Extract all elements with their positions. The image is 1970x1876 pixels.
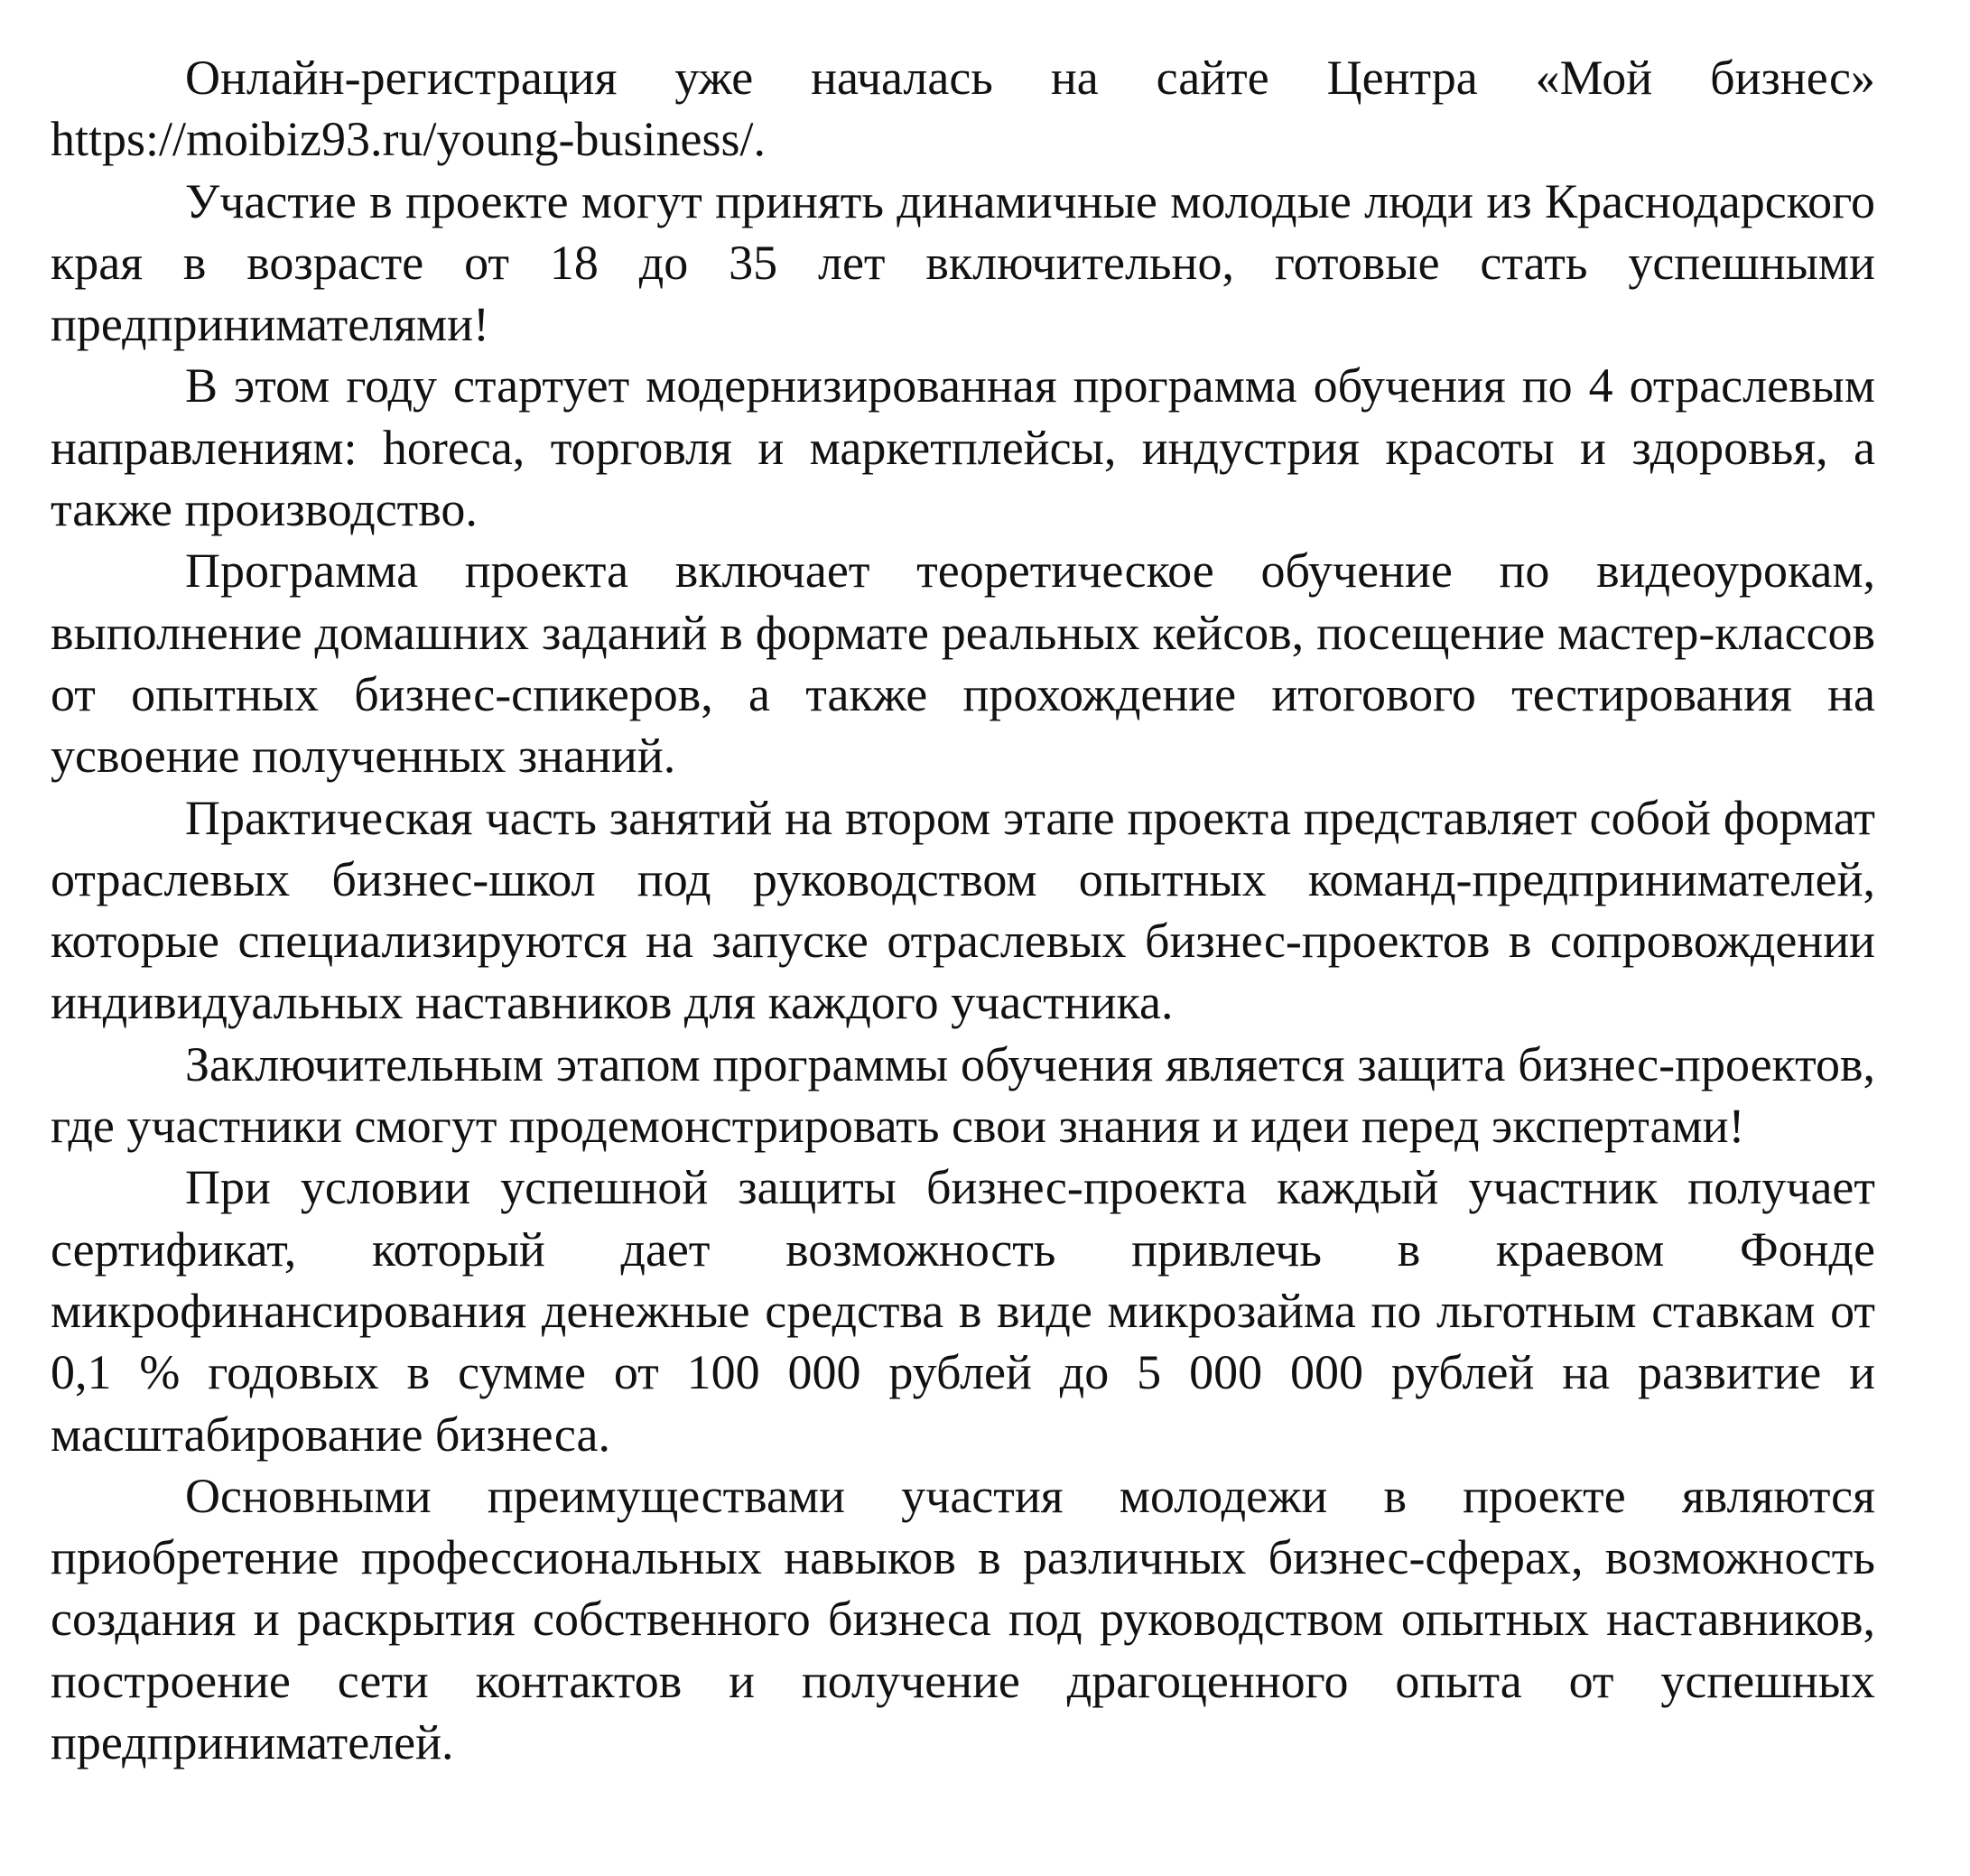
- paragraph-participation: Участие в проекте могут принять динамичные молодые люди из Краснодарского края в возрасте от 18 до 35 лет включительно, готовые стать успешными предпринимателями!: [51, 173, 1875, 352]
- paragraph-registration: [51, 47, 1875, 171]
- paragraph-final-stage: Заключительным этапом программы обучения является защита бизнес-проектов, где участники смогут продемонстрировать свои знания и идеи перед экспертами!: [51, 1036, 1875, 1154]
- paragraph-program-directions: В этом году стартует модернизированная программа обучения по 4 отраслевым направлениям: horeca, торговля и маркетплейсы, индустрия красоты и здоровья, а также производство.: [51, 358, 1875, 537]
- paragraph-text: Онлайн-регистрация уже началась на сайте Центра «Мой бизнес»: [185, 51, 1875, 105]
- paragraph-certificate: При условии успешной защиты бизнес-проекта каждый участник получает сертификат, который дает возможность привлечь в краевом Фонде микрофинансирования денежные средства в виде микрозайма по льготным ставкам от 0,1 % годовых в сумме от 100 000 рублей до 5 000 000 рублей на развитие и масштабирование бизнеса.: [51, 1160, 1875, 1462]
- paragraph-advantages: Основными преимуществами участия молодежи в проекте являются приобретение профессиональных навыков в различных бизнес-сферах, возможность создания и раскрытия собственного бизнеса под руководством опытных наставников, построение сети контактов и получение драгоценного опыта от успешных предпринимателей.: [51, 1468, 1875, 1770]
- document-body: [51, 47, 1875, 1773]
- paragraph-program-contents: Программа проекта включает теоретическое обучение по видеоурокам, выполнение домашних заданий в формате реальных кейсов, посещение мастер-классов от опытных бизнес-спикеров, а также прохождение итогового тестирования на усвоение полученных знаний.: [51, 543, 1875, 784]
- paragraph-practical-part: Практическая часть занятий на втором этапе проекта представляет собой формат отраслевых бизнес-школ под руководством опытных команд-предпринимателей, которые специализируются на запуске отраслевых бизнес-проектов в сопровождении индивидуальных наставников для каждого участника.: [51, 790, 1875, 1030]
- registration-link[interactable]: https://moibiz93.ru/young-business/.: [51, 112, 766, 167]
